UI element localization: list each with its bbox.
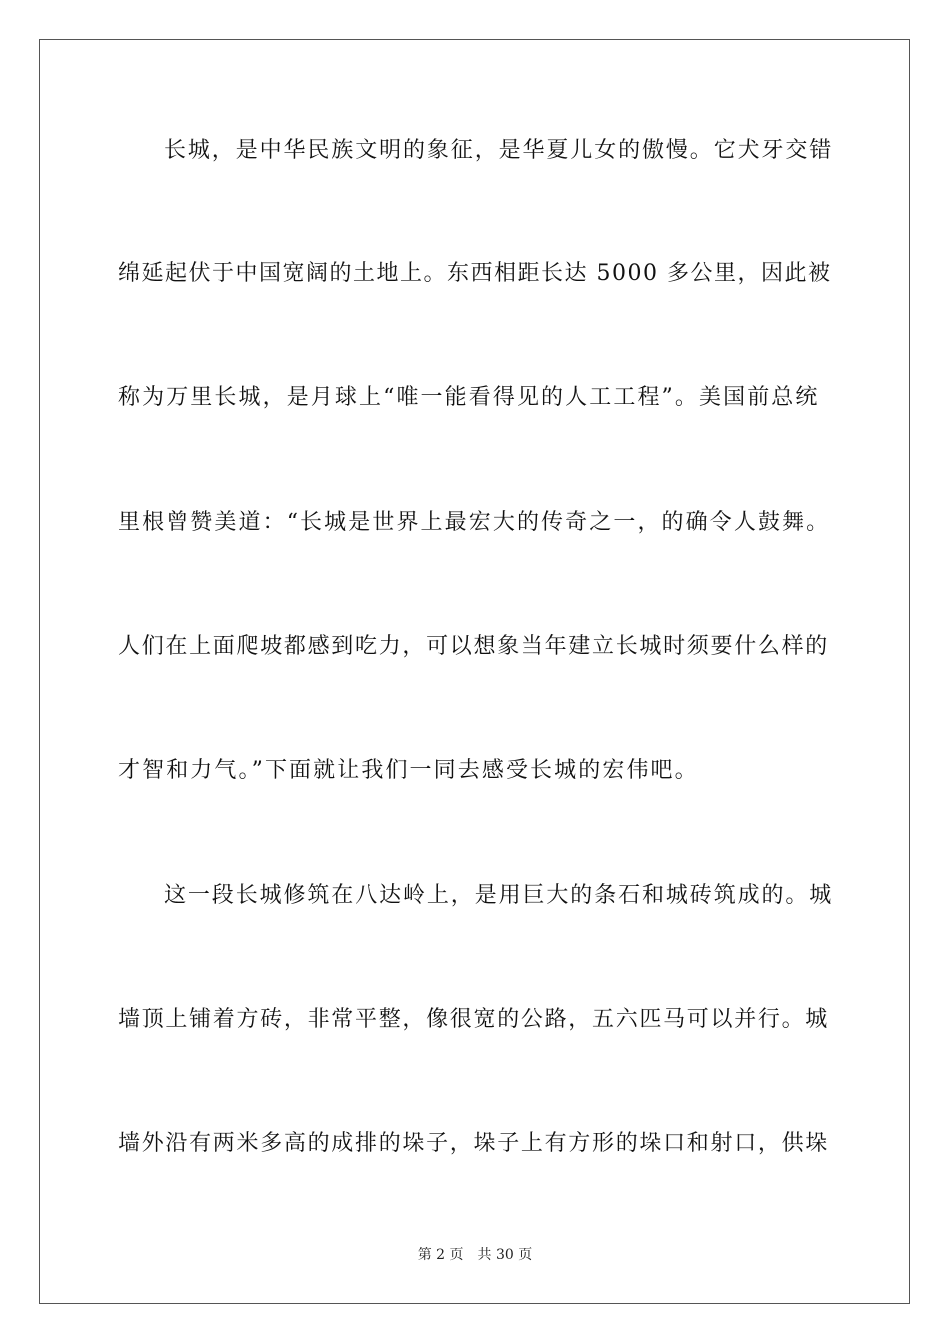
page-number: 第 2 页 [417,1247,464,1263]
paragraph-1-line-5: 人们在上面爬坡都感到吃力，可以想象当年建立长城时须要什么样的 [118,634,830,659]
paragraph-2-line-2: 墙顶上铺着方砖，非常平整，像很宽的公路，五六匹马可以并行。城 [118,1007,830,1032]
paragraph-1-line-6: 才智和力气。”下面就让我们一同去感受长城的宏伟吧。 [118,758,699,783]
paragraph-1-line-3: 称为万里长城，是月球上“唯一能看得见的人工工程”。美国前总统 [118,385,820,410]
paragraph-1-line-2: 绵延起伏于中国宽阔的土地上。东西相距长达 5000 多公里，因此被 [118,261,832,286]
paragraph-2-line-1: 这一段长城修筑在八达岭上，是用巨大的条石和城砖筑成的。城 [164,883,834,908]
paragraph-2-line-3: 墙外沿有两米多高的成排的垛子，垛子上有方形的垛口和射口，供垛 [118,1131,830,1156]
page-border [39,39,910,1304]
page-footer [0,1246,950,1264]
page-total: 共 30 页 [477,1247,533,1263]
paragraph-1-line-4: 里根曾赞美道：“长城是世界上最宏大的传奇之一，的确令人鼓舞。 [118,510,831,535]
paragraph-1-line-1: 长城，是中华民族文明的象征，是华夏儿女的傲慢。它犬牙交错 [164,138,834,163]
